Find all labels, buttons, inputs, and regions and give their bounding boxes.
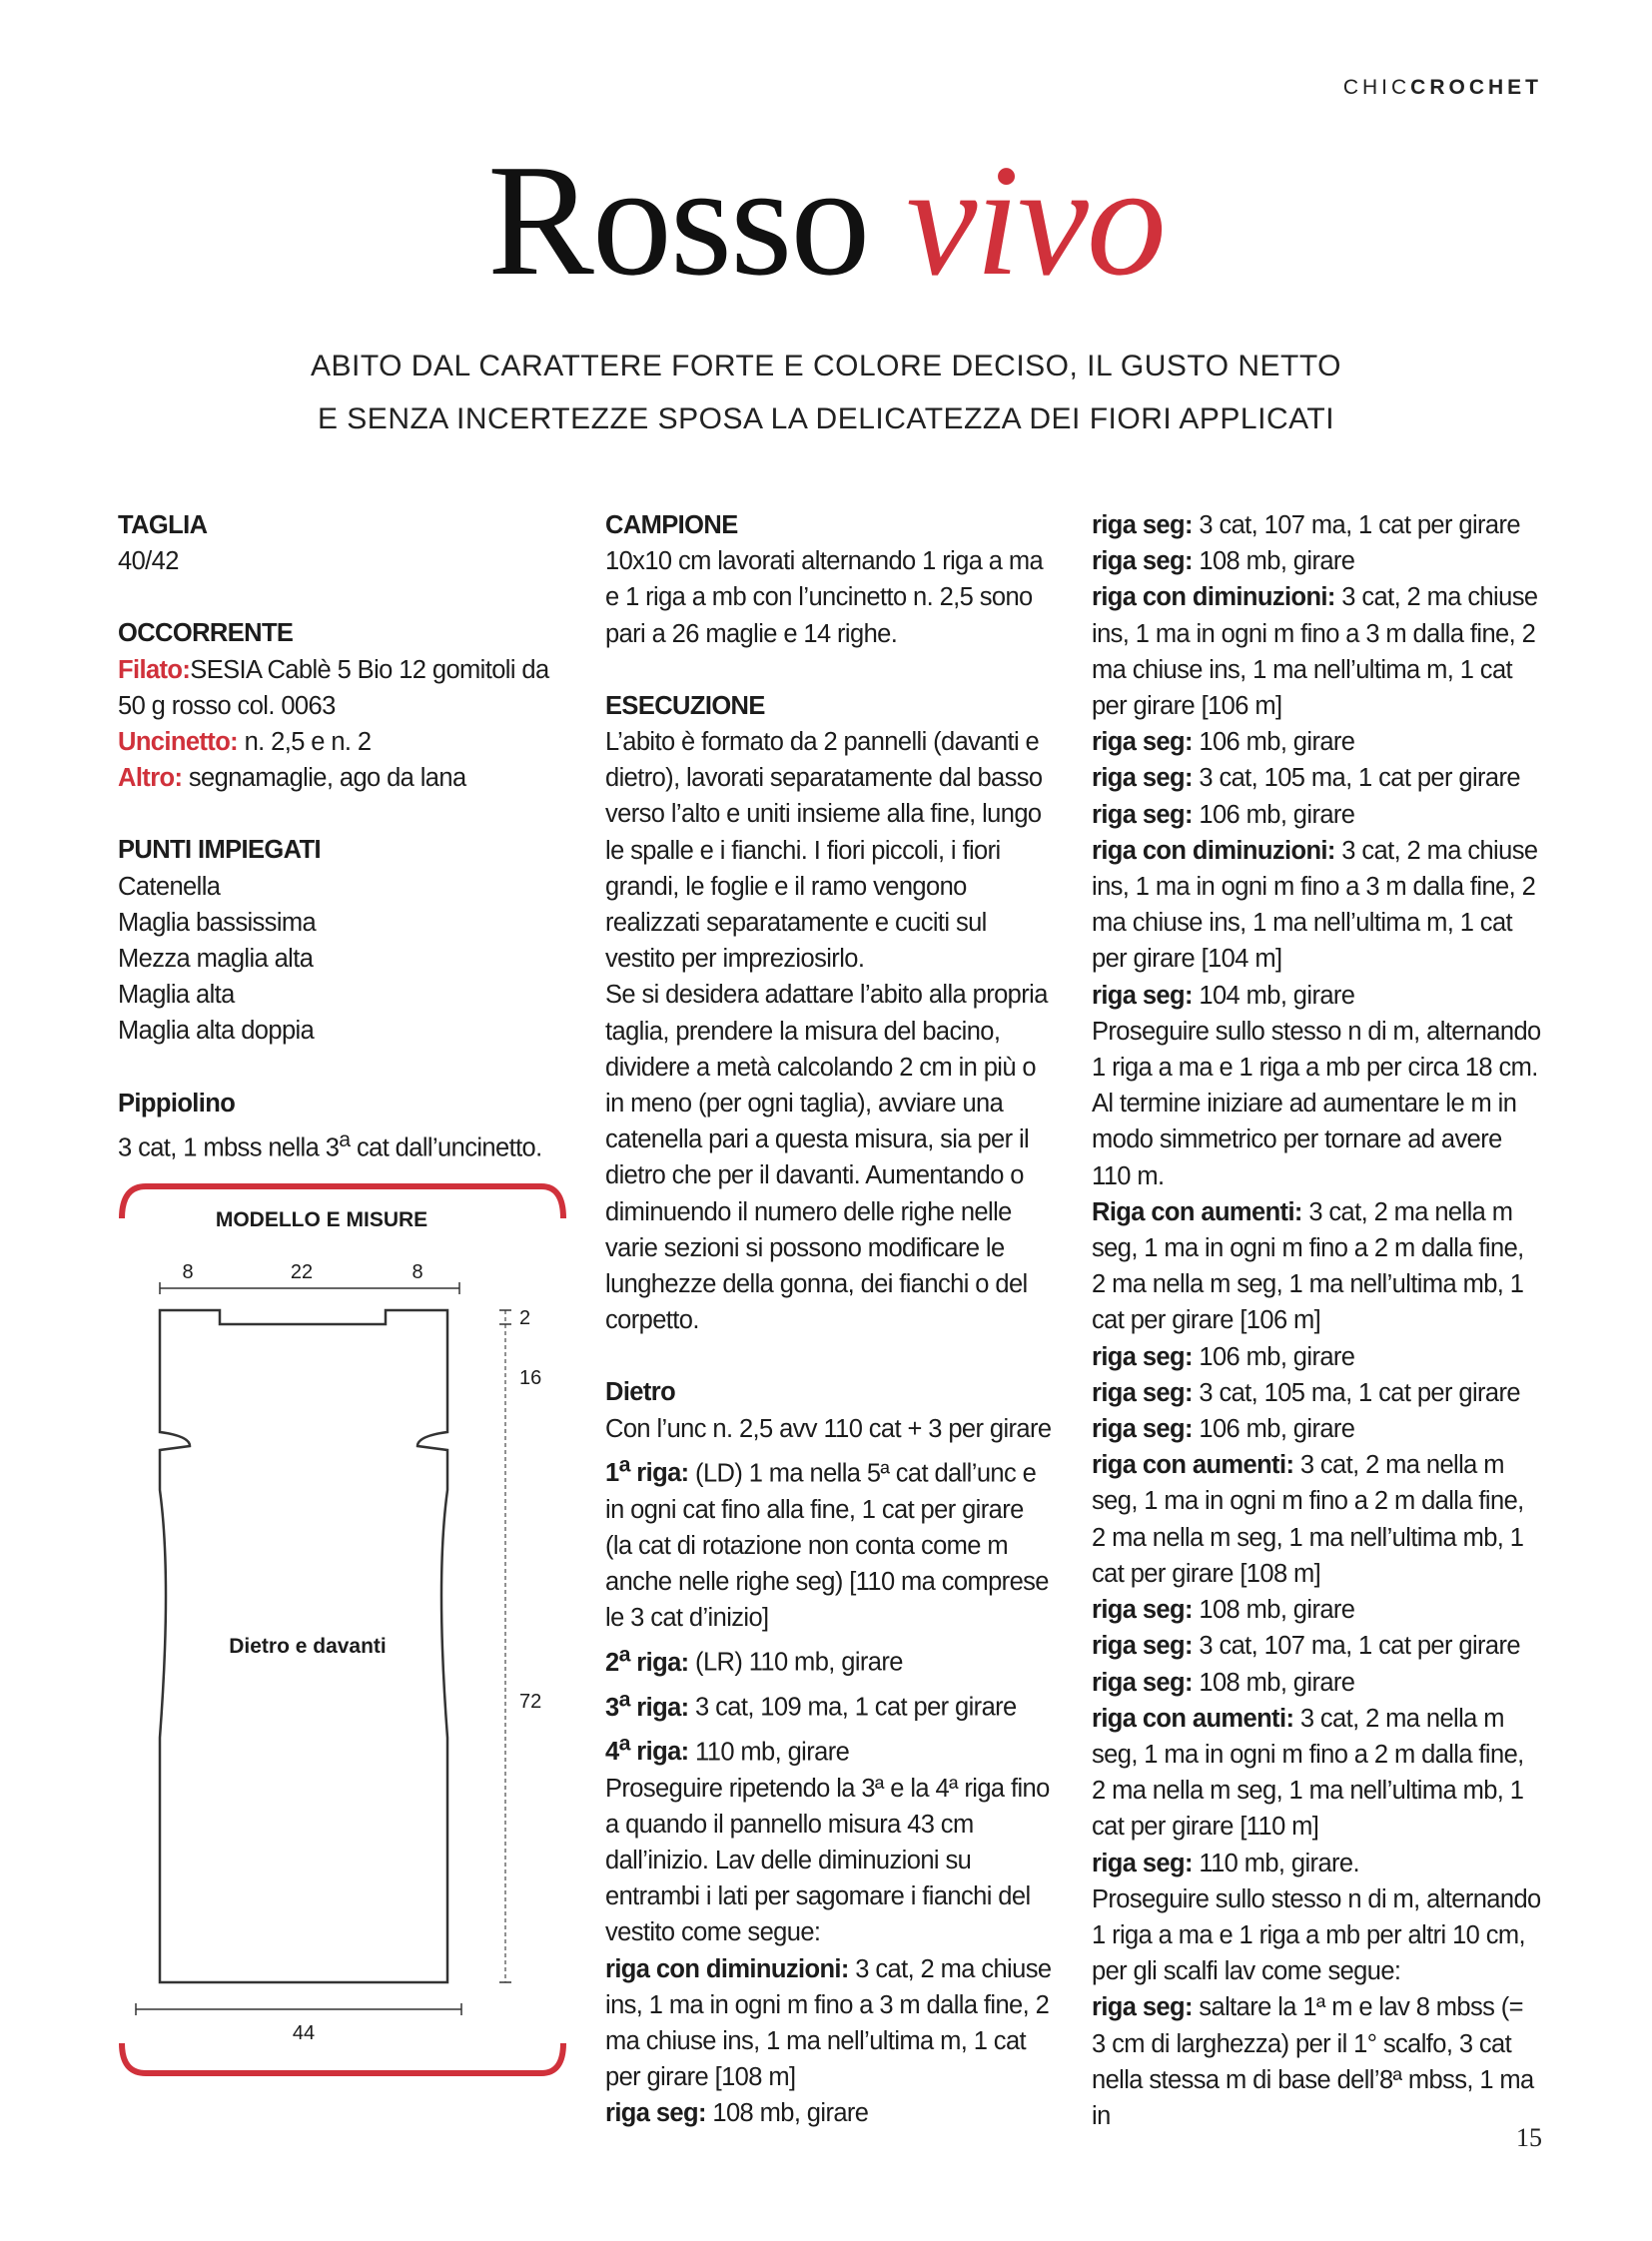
subtitle-line-2: E SENZA INCERTEZZE SPOSA LA DELICATEZZA DEI FIORI APPLICATI (317, 402, 1335, 435)
column-instructions-2 (1092, 507, 1541, 2134)
page-title (0, 131, 1652, 309)
punto-item: Catenella (118, 872, 221, 901)
row-aumenti: riga con aumenti: 3 cat, 2 ma nella m seg, 1 ma in ogni m fino a 2 m dalla fine, 2 ma nella m seg, 1 ma nell’ultima mb, 1 cat per girare [110 m] (1092, 1704, 1524, 1842)
dim-left-8: 8 (182, 1261, 194, 1283)
row-seg: riga seg: saltare la 1ª m e lav 8 mbss (= 3 cm di larghezza) per il 1° scalfo, 3 cat nella stessa m di base dell’8ª mbss, 1 ma in (1092, 1993, 1534, 2130)
dim-44: 44 (292, 2022, 316, 2044)
dim-72: 72 (519, 1691, 542, 1713)
row-2: 2$^a$ riga: (LR) 110 mb, girare (605, 1642, 903, 1677)
esecuzione-paragraph-2: Se si desidera adattare l’abito alla propria taglia, prendere la misura del bacino, dividere a metà calcolando 2 cm in più o in meno (per ogni taglia), avviare una catenella pari a questa misura, sia per il dietro che per il davanti. Aumentando o diminuendo il numero delle righe nelle varie sezioni si possono modificare le lunghezze della gonna, dei fianchi o del corpetto. (605, 981, 1048, 1335)
taglia-value: 40/42 (118, 547, 179, 576)
esecuzione-heading: ESECUZIONE (605, 691, 765, 720)
diagram-title: MODELLO E MISURE (215, 1208, 428, 1231)
title-vivo: vivo (906, 131, 1165, 309)
punto-item: Mezza maglia alta (118, 945, 314, 974)
occorrente-heading: OCCORRENTE (118, 619, 294, 648)
page-number: 15 (1516, 2123, 1542, 2152)
row-seg: riga seg: 106 mb, girare (1092, 1342, 1355, 1371)
row-diminuzioni: riga con diminuzioni: 3 cat, 2 ma chiuse ins, 1 ma in ogni m fino a 3 m dalla fine, 2 ma chiuse ins, 1 ma nell’ultima m, 1 cat per girare [108 m] (605, 1954, 1052, 2092)
subtitle (0, 340, 1652, 445)
row-4: 4$^a$ riga: 110 mb, girare (605, 1731, 850, 1767)
dim-2: 2 (519, 1307, 531, 1329)
row-aumenti: Riga con aumenti: 3 cat, 2 ma nella m seg, 1 ma in ogni m fino a 2 m dalla fine, 2 ma nella m seg, 1 ma nell’ultima mb, 1 cat per girare [106 m] (1092, 1197, 1524, 1335)
proseguire-text: Proseguire ripetendo la 3ª e la 4ª riga fino a quando il pannello misura 43 cm dall’inizio. Lav delle diminuzioni su entrambi i lati per sagomare i fianchi del vestito come segue: (605, 1774, 1050, 1947)
row-aumenti: riga con aumenti: 3 cat, 2 ma nella m seg, 1 ma in ogni m fino a 2 m dalla fine, 2 ma nella m seg, 1 ma nell’ultima mb, 1 cat per girare [108 m] (1092, 1451, 1524, 1588)
title-rosso: Rosso (487, 131, 869, 309)
row-seg: riga seg: 110 mb, girare. (1092, 1849, 1359, 1877)
row-seg: riga seg: 106 mb, girare (1092, 800, 1355, 829)
row-diminuzioni: riga con diminuzioni: 3 cat, 2 ma chiuse ins, 1 ma in ogni m fino a 3 m dalla fine, 2 ma chiuse ins, 1 ma nell’ultima m, 1 cat per girare [104 m] (1092, 836, 1538, 974)
filato-line: Filato:SESIA Cablè 5 Bio 12 gomitoli da 50 g rosso col. 0063 (118, 655, 549, 720)
magazine-brand: CHICCROCHET (1342, 76, 1542, 99)
taglia-heading: TAGLIA (118, 511, 208, 539)
row-1: 1$^a$ riga: (LD) 1 ma nella 5ª cat dall’unc e in ogni cat fino alla fine, 1 cat per girare (la cat di rotazione non conta come m anche nelle righe seg) [110 ma comprese le 3 cat d’inizio] (605, 1452, 1049, 1633)
punto-item: Maglia alta (118, 981, 235, 1010)
altro-line: Altro: segnamaglie, ago da lana (118, 764, 466, 793)
red-bracket-bottom (122, 2043, 563, 2073)
dim-center-22: 22 (290, 1261, 314, 1283)
campione-heading: CAMPIONE (605, 511, 738, 539)
esecuzione-paragraph-1: L’abito è formato da 2 pannelli (davanti e dietro), lavorati separatamente dal basso verso l’alto e uniti insieme alla fine, lungo le spalle e i fianchi. I fiori piccoli, i fiori grandi, le foglie e il ramo vengono realizzati separatamente e cuciti sul vestito per impreziosirlo. (605, 728, 1043, 974)
row-3: 3$^a$ riga: 3 cat, 109 ma, 1 cat per girare (605, 1687, 1017, 1722)
pippiolino-text: 3 cat, 1 mbss nella 3$^a$ cat dall’uncinetto. (118, 1126, 542, 1162)
subtitle-line-1: ABITO DAL CARATTERE FORTE E COLORE DECISO, IL GUSTO NETTO (310, 350, 1342, 382)
row-seg: riga seg: 108 mb, girare (1092, 547, 1355, 576)
campione-text: 10x10 cm lavorati alternando 1 riga a ma e 1 riga a mb con l’uncinetto n. 2,5 sono pari a 26 maglie e 14 righe. (605, 547, 1044, 648)
proseguire-paragraph-2: Proseguire sullo stesso n di m, alternando 1 riga a ma e 1 riga a mb per altri 10 cm, per gli scalfi lav come segue: (1092, 1884, 1541, 1986)
dim-right-8: 8 (412, 1261, 423, 1283)
dim-16: 16 (519, 1367, 542, 1389)
row-diminuzioni: riga con diminuzioni: 3 cat, 2 ma chiuse ins, 1 ma in ogni m fino a 3 m dalla fine, 2 ma chiuse ins, 1 ma nell’ultima m, 1 cat per girare [106 m] (1092, 583, 1538, 721)
dietro-intro: Con l’unc n. 2,5 avv 110 cat + 3 per girare (605, 1414, 1052, 1443)
garment-diagram (118, 1178, 567, 2087)
column-instructions-1 (605, 507, 1055, 2132)
row-seg: riga seg: 106 mb, girare (1092, 1415, 1355, 1444)
punti-heading: PUNTI IMPIEGATI (118, 836, 322, 865)
row-seg: riga seg: 108 mb, girare (1092, 1596, 1355, 1625)
row-seg: riga seg: 3 cat, 107 ma, 1 cat per girare (1092, 511, 1520, 539)
punto-item: Maglia alta doppia (118, 1017, 315, 1046)
punto-item: Maglia bassissima (118, 908, 317, 937)
pippiolino-heading: Pippiolino (118, 1089, 236, 1118)
row-seg: riga seg: 108 mb, girare (1092, 1668, 1355, 1697)
proseguire-paragraph-1: Proseguire sullo stesso n di m, alternando 1 riga a ma e 1 riga a mb per circa 18 cm. Al termine iniziare ad aumentare le m in modo simmetrico per tornare ad avere 110 m. (1092, 1017, 1541, 1190)
garment-label: Dietro e davanti (229, 1635, 387, 1658)
column-materials (118, 507, 562, 1166)
row-seg: riga seg: 3 cat, 105 ma, 1 cat per girare (1092, 764, 1520, 793)
row-seg: riga seg: 3 cat, 107 ma, 1 cat per girare (1092, 1632, 1520, 1661)
row-seg: riga seg: 106 mb, girare (1092, 728, 1355, 757)
row-seg: riga seg: 108 mb, girare (605, 2099, 869, 2128)
dietro-heading: Dietro (605, 1378, 676, 1407)
row-seg: riga seg: 104 mb, girare (1092, 981, 1355, 1010)
row-seg: riga seg: 3 cat, 105 ma, 1 cat per girare (1092, 1378, 1520, 1407)
uncinetto-line: Uncinetto: n. 2,5 e n. 2 (118, 728, 372, 757)
